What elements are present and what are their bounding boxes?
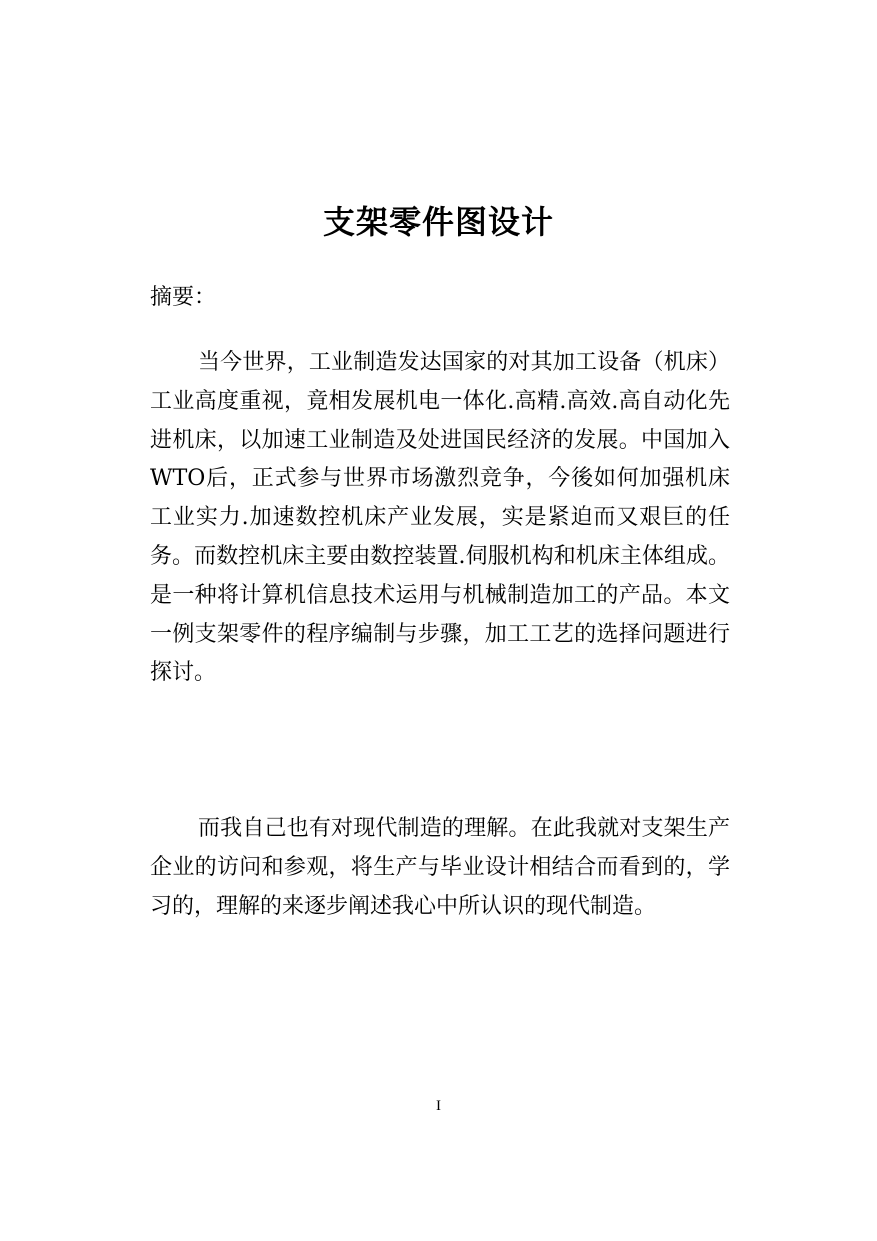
page-number: I <box>436 1098 441 1114</box>
abstract-paragraph-2: 而我自己也有对现代制造的理解。在此我就对支架生产企业的访问和参观，将生产与毕业设计相结合而看到的，学习的，理解的来逐步阐述我心中所认识的现代制造。 <box>150 816 730 919</box>
document-title: 支架零件图设计 <box>322 203 554 241</box>
abstract-label: 摘要： <box>150 285 217 310</box>
abstract-paragraph-1: 当今世界，工业制造发达国家的对其加工设备（机床）工业高度重视，竟相发展机电一体化.高精.高效.高自动化先进机床，以加速工业制造及处进国民经济的发展。中国加入WTO后，正式参与世界市场激烈竞争，今後如何加强机床工业实力.加速数控机床产业发展，实是紧迫而又艰巨的任务。而数控机床主要由数控装置.伺服机构和机床主体组成。是一种将计算机信息技术运用与机械制造加工的产品。本文一例支架零件的程序编制与步骤，加工工艺的选择问题进行探讨。 <box>150 350 730 686</box>
